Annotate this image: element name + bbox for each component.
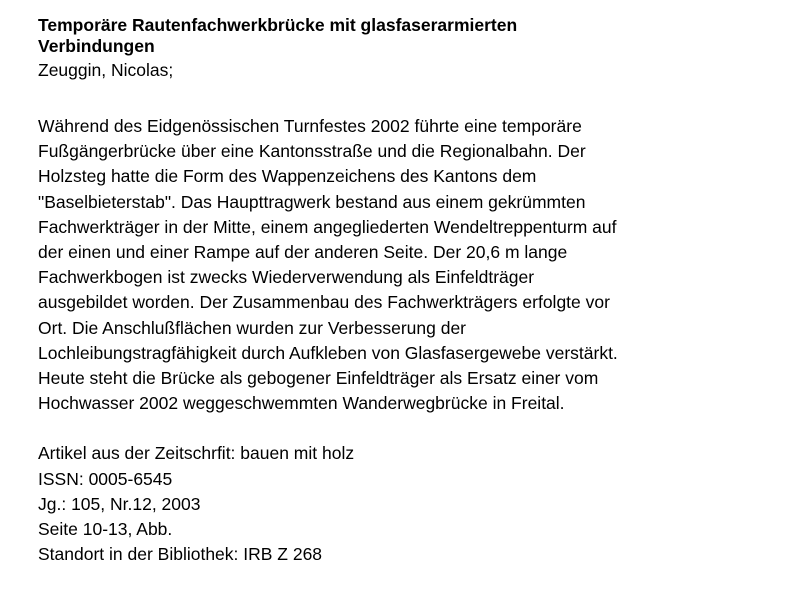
abstract-line: Fußgängerbrücke über eine Kantonsstraße und die Regionalbahn. Der: [38, 141, 586, 162]
bibliographic-record: [38, 15, 778, 567]
volume-issue: Jg.: 105, Nr.12, 2003: [38, 493, 201, 514]
abstract-line: Fachwerkbogen ist zwecks Wiederverwendung als Einfeldträger: [38, 267, 535, 288]
abstract-line: Ort. Die Anschlußflächen wurden zur Verbesserung der: [38, 317, 466, 338]
record-abstract: [38, 114, 778, 416]
title-line-2: Verbindungen: [38, 36, 155, 56]
issn: ISSN: 0005-6545: [38, 468, 173, 489]
abstract-line: Während des Eidgenössischen Turnfestes 2002 führte eine temporäre: [38, 116, 582, 136]
abstract-line: der einen und einer Rampe auf der anderen Seite. Der 20,6 m lange: [38, 242, 568, 263]
title-line-1: Temporäre Rautenfachwerkbrücke mit glasfaserarmierten: [38, 15, 518, 35]
abstract-line: Lochleibungstragfähigkeit durch Aufkleben von Glasfasergewebe verstärkt.: [38, 342, 618, 363]
abstract-line: Holzsteg hatte die Form des Wappenzeichens des Kantons dem: [38, 166, 537, 187]
library-location: Standort in der Bibliothek: IRB Z 268: [38, 544, 323, 565]
record-author: Zeuggin, Nicolas;: [38, 60, 174, 80]
abstract-line: "Baselbieterstab". Das Haupttragwerk bestand aus einem gekrümmten: [38, 191, 586, 212]
source-journal: Artikel aus der Zeitschrfit: bauen mit holz: [38, 443, 355, 464]
abstract-line: Heute steht die Brücke als gebogener Einfeldträger als Ersatz einer vom: [38, 368, 599, 389]
page-range: Seite 10-13, Abb.: [38, 519, 173, 540]
record-metadata: [38, 441, 778, 567]
abstract-line: Fachwerkträger in der Mitte, einem angegliederten Wendeltreppenturm auf: [38, 216, 617, 237]
abstract-line: Hochwasser 2002 weggeschwemmten Wanderwegbrücke in Freital.: [38, 393, 565, 414]
abstract-line: ausgebildet worden. Der Zusammenbau des Fachwerkträgers erfolgte vor: [38, 292, 610, 313]
record-title: [38, 15, 778, 57]
